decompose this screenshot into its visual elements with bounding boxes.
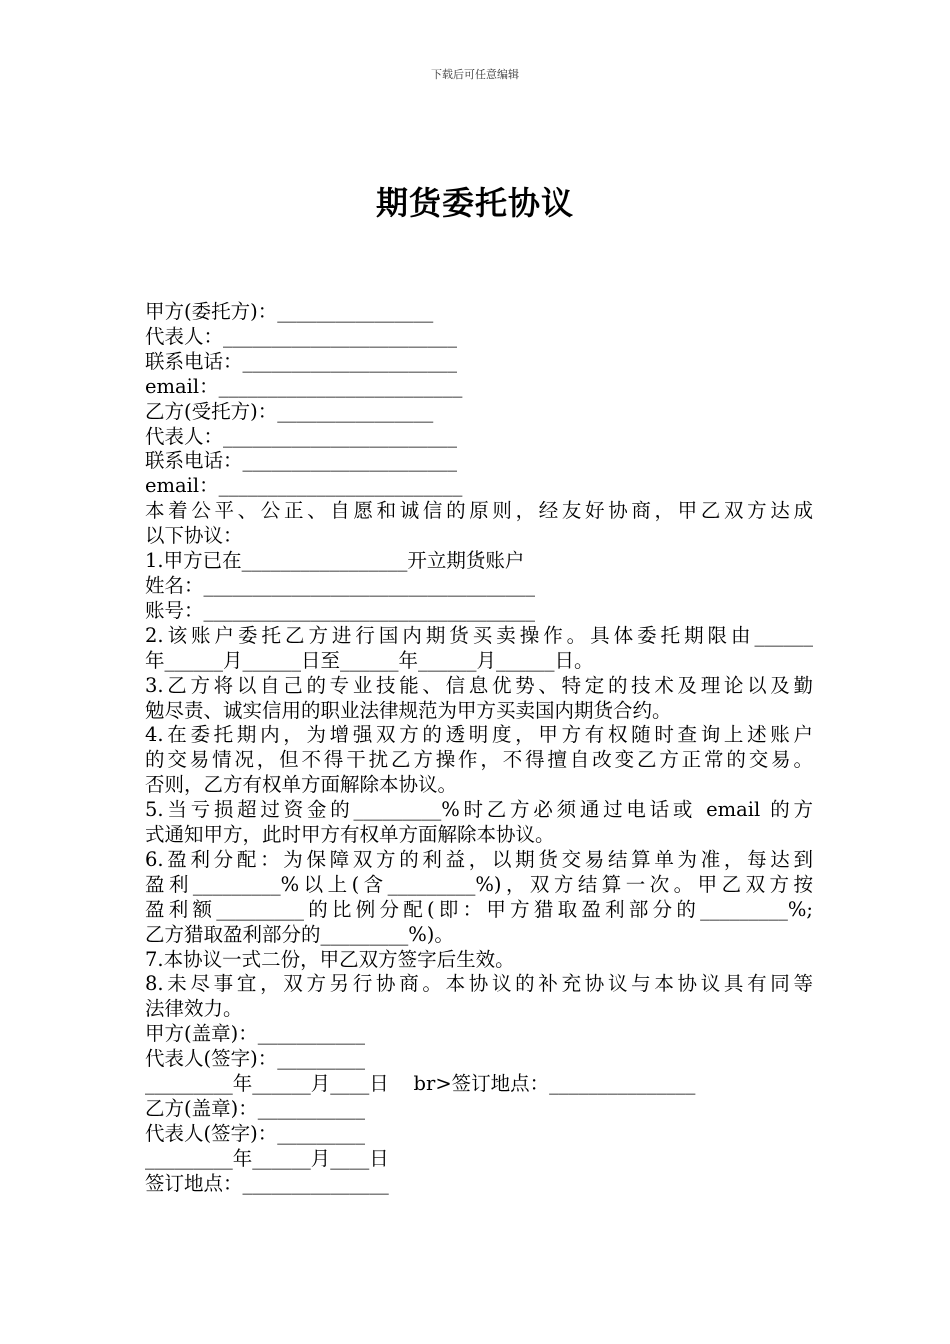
clause-8-line-2: 法律效力。	[145, 997, 243, 1021]
party-b-date-line: _________年______月____日	[145, 1146, 389, 1170]
document-title: 期货委托协议	[375, 184, 574, 222]
party-b-signature-line: 代表人(签字)：_________	[145, 1121, 365, 1145]
clause-4-line-1: 4.在委托期内，为增强双方的透明度，甲方有权随时查询上述账户	[145, 723, 813, 747]
party-a-phone-line: 联系电话：______________________	[145, 349, 458, 373]
party-b-phone-line: 联系电话：______________________	[145, 449, 458, 473]
clause-7-line: 7.本协议一式二份，甲乙双方签字后生效。	[145, 947, 515, 971]
clause-5-line-2: 式通知甲方，此时甲方有权单方面解除本协议。	[145, 823, 555, 847]
clause-6-line-4: 乙方猎取盈利部分的_________%)。	[145, 922, 454, 946]
clause-1-account-line: 1.甲方已在_________________开立期货账户	[145, 549, 525, 573]
clause-6-line-1: 6.盈利分配：为保障双方的利益，以期货交易结算单为准，每达到	[145, 847, 813, 871]
party-a-seal-line: 甲方(盖章)：___________	[145, 1022, 365, 1046]
clause-6-line-3: 盈利额_________的比例分配(即：甲方猎取盈利部分的_________%;	[145, 897, 813, 921]
clause-6-line-2: 盈利_________%以上(含_________%)，双方结算一次。甲乙双方按	[145, 872, 813, 896]
clause-2-line-2: 年______月______日至______年______月______日。	[145, 648, 594, 672]
party-a-signature-line: 代表人(签字)：_________	[145, 1047, 365, 1071]
clause-4-line-2: 的交易情况，但不得干扰乙方操作，不得擅自改变乙方正常的交易。	[145, 748, 813, 772]
document-body	[145, 300, 813, 1197]
clause-2-line-1: 2.该账户委托乙方进行国内期货买卖操作。具体委托期限由______	[145, 623, 813, 647]
party-b-signing-place-line: 签订地点：_______________	[145, 1171, 389, 1195]
header-note: 下载后可任意编辑	[431, 68, 519, 81]
clause-4-line-3: 否则，乙方有权单方面解除本协议。	[145, 773, 458, 797]
party-a-date-place-line: _________年______月____日 br>签订地点：_______________	[145, 1072, 696, 1096]
party-b-trustee-line: 乙方(受托方)：________________	[145, 399, 434, 423]
account-number-line: 账号：__________________________________	[145, 598, 536, 622]
party-a-representative-line: 代表人：________________________	[145, 324, 458, 348]
preamble-line-1: 本着公平、公正、自愿和诚信的原则，经友好协商，甲乙双方达成	[145, 499, 813, 523]
party-b-representative-line: 代表人：________________________	[145, 424, 458, 448]
clause-3-line-1: 3.乙方将以自己的专业技能、信息优势、特定的技术及理论以及勤	[145, 673, 813, 697]
account-name-line: 姓名：__________________________________	[145, 573, 536, 597]
clause-5-line-1: 5.当亏损超过资金的_________%时乙方必须通过电话或 email 的方	[145, 798, 813, 822]
party-b-email-line: email：_________________________	[145, 474, 463, 498]
party-b-seal-line: 乙方(盖章)：___________	[145, 1097, 365, 1120]
party-a-principal-line: 甲方(委托方)：________________	[145, 300, 434, 323]
clause-8-line-1: 8.未尽事宜，双方另行协商。本协议的补充协议与本协议具有同等	[145, 972, 813, 996]
preamble-line-2: 以下协议：	[145, 524, 243, 548]
clause-3-line-2: 勉尽责、诚实信用的职业法律规范为甲方买卖国内期货合约。	[145, 698, 672, 722]
party-a-email-line: email：_________________________	[145, 374, 463, 398]
